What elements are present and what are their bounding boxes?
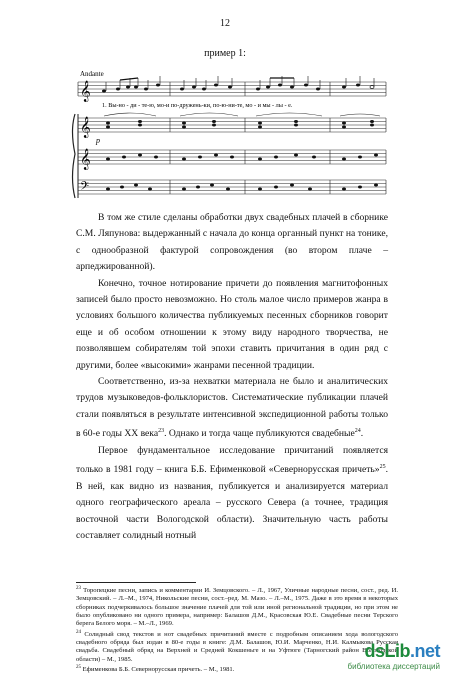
- text-segment: Конечно, точное нотирование причети до появления магнитофонных записей было просто невозможно. Но столь малое число примеров жанра в условиях большого количества публикуемых песенных сборников говорит еще и об особом отношении к этому виду народного творчества, не позволявшем собирателям той эпохи ставить причитания в один ряд с другими, более «высокими» жанрами песенной традиции.: [76, 277, 388, 371]
- example-caption: пример 1:: [204, 48, 246, 59]
- vocal-notes: [102, 84, 374, 93]
- watermark-logo[interactable]: [364, 641, 440, 662]
- piano-treble-clef-icon: 𝄞: [80, 117, 91, 138]
- footnote-text: Солидный свод текстов и нот свадебных причитаний вместе с подробным описанием хода вологодского свадебного обряда был издан в 80-е годы в книге: Д.М. Балашов, Ю.И. Марченко, Н.И. Калмыкова Русская свадьба. Свадебный обряд на Верхней и Средней Кокшеньге и на Уфтюге (Тарногский район Вологодской области) – М., 1985.: [76, 630, 398, 663]
- piano-treble-staff: [78, 118, 386, 132]
- watermark-logo-main: dsLib: [364, 641, 410, 661]
- text-segment: В том же стиле сделаны обработки двух свадебных плачей в сборнике С.М. Ляпунова: выдержанный с начала до конца органный пункт на тонике, с однообразной фактурой сопровождения (во втором плаче – арпеджированной).: [76, 212, 388, 273]
- footnote-ref: 24: [354, 428, 361, 435]
- body-text: [76, 210, 388, 545]
- piano-bass-staff: [78, 180, 386, 194]
- text-segment: Соответственно, из-за нехватки материала не было и аналитических трудов музыковедов-фольклористов. Систематические публикации плачей стали появляться в результате интенсивной экспедиционной работы только в 60-е годы XX века: [76, 376, 388, 440]
- paragraph: [76, 374, 388, 443]
- middle-treble-clef-icon: 𝄞: [80, 149, 91, 170]
- paragraph: [76, 443, 388, 545]
- watermark-tagline: библиотека диссертаций: [347, 662, 440, 671]
- footnote-number: 23: [76, 586, 81, 591]
- text-segment: . Однако и тогда чаще публикуются свадебные: [164, 428, 355, 440]
- paragraph: [76, 276, 388, 374]
- text-segment: Первое фундаментальное исследование причитаний появляется только в 1981 году – книга Б.Б. Ефименковой «Севернорусская причеть»: [76, 444, 388, 476]
- footnote-ref: 25: [379, 464, 386, 471]
- page-number: 12: [220, 18, 230, 29]
- footnote: [76, 585, 398, 629]
- footnote-number: 24: [76, 629, 81, 635]
- watermark[interactable]: [320, 641, 440, 673]
- footnote-number: 25: [76, 665, 81, 671]
- watermark-logo-suffix: .net: [409, 641, 440, 661]
- text-segment: .: [360, 428, 364, 440]
- footnote-ref: 23: [158, 428, 165, 435]
- dynamic-marking: p: [96, 136, 100, 145]
- lyrics-line: 1. Вы-но - ди - те-ю, мо-и по-дружень-ки, по-ю-ни-те, мо - и мы - лы - е.: [102, 102, 293, 109]
- paragraph: [76, 210, 388, 276]
- bass-clef-icon: 𝄢: [80, 180, 90, 196]
- treble-clef-icon: 𝄞: [80, 81, 91, 102]
- footnote-text: Ефименкова Б.Б. Севернорусская причеть. – М., 1981.: [81, 666, 235, 674]
- text-segment: . В ней, как видно из названия, публикуется и анализируется материал одного географического ареала – русского Севера (а точнее, традиция восточной части Вологодской области). Значительную часть работы составляет солидный нотный: [76, 464, 388, 542]
- tempo-marking: Andante: [80, 70, 104, 78]
- footnote-text: Торопецкие песни, запись и комментарии И. Земцовского. – Л., 1967, Уличные народные песни, сост., ред. И. Земцовский. – Л.–М., 1974, Никольские песни, сост.–ред. М. Мазо. – Л.–М., 1975. Даже в это время в некоторых сборниках подчеркивалось большое значение плачей для той или иной региональной традиции, но при этом не было опубликовано ни одного примера, например: Балашов Д.М., Красовская Ю.Е. Свадебные песни Терского берега Белого моря. – М.–Л., 1969.: [76, 587, 398, 628]
- music-score: [0, 70, 450, 210]
- footnote-divider: [76, 582, 196, 583]
